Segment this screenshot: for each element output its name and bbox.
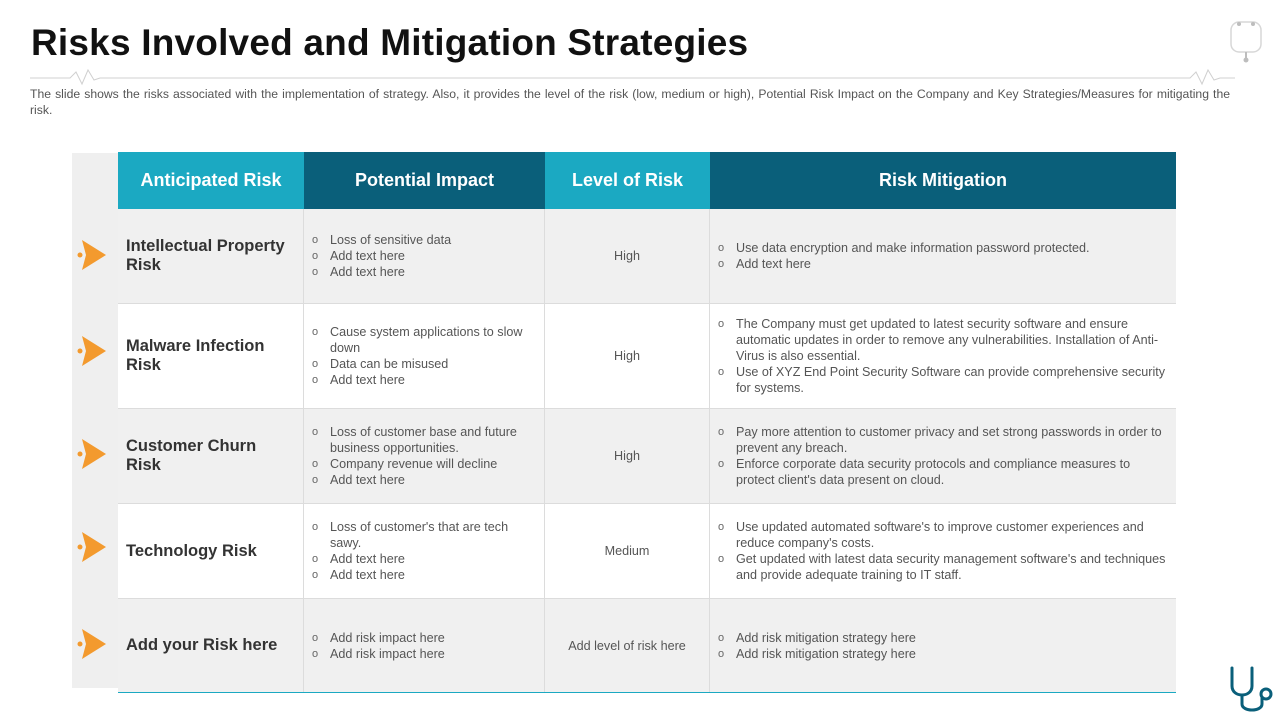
list-item: o Add risk mitigation strategy here xyxy=(736,630,916,646)
mitigation-cell xyxy=(710,209,1176,303)
list-item: o Add text here xyxy=(330,567,534,583)
header-anticipated-risk: Anticipated Risk xyxy=(118,152,304,209)
list-item: o Add risk mitigation strategy here xyxy=(736,646,916,662)
mitigation-list xyxy=(710,316,1176,396)
impact-cell xyxy=(304,209,545,303)
impact-list xyxy=(304,519,544,583)
table-row xyxy=(118,409,1176,504)
impact-cell xyxy=(304,504,545,598)
risk-level: Add level of risk here xyxy=(545,599,710,692)
risk-level: Medium xyxy=(545,504,710,598)
list-item: o Data can be misused xyxy=(330,356,534,372)
risk-table xyxy=(118,152,1176,693)
impact-list xyxy=(304,630,455,662)
stethoscope-icon xyxy=(1226,664,1280,716)
risk-name: Technology Risk xyxy=(118,504,304,598)
list-item: o Loss of customer base and future business opportunities. xyxy=(330,424,534,456)
mitigation-list xyxy=(710,630,926,662)
risk-name: Add your Risk here xyxy=(118,599,304,692)
table-row xyxy=(118,504,1176,599)
mitigation-list xyxy=(710,424,1176,488)
list-item: o Add text here xyxy=(330,372,534,388)
arrow-right-icon xyxy=(76,627,108,661)
impact-list xyxy=(304,424,544,488)
list-item: o Loss of customer's that are tech sawy. xyxy=(330,519,534,551)
list-item: o Enforce corporate data security protocols and compliance measures to protect client's data present on cloud. xyxy=(736,456,1166,488)
impact-list xyxy=(304,324,544,388)
risk-name: Malware Infection Risk xyxy=(118,304,304,408)
list-item: o Get updated with latest data security management software's and techniques and provide adequate training to IT staff. xyxy=(736,551,1166,583)
list-item: o Cause system applications to slow down xyxy=(330,324,534,356)
list-item: o Company revenue will decline xyxy=(330,456,534,472)
impact-cell xyxy=(304,599,545,692)
mitigation-list xyxy=(710,240,1100,272)
table-row xyxy=(118,599,1176,693)
arrow-right-icon xyxy=(76,437,108,471)
list-item: o Add text here xyxy=(736,256,1090,272)
list-item: o Add text here xyxy=(330,264,451,280)
list-item: o Use updated automated software's to improve customer experiences and reduce company's costs. xyxy=(736,519,1166,551)
mitigation-cell xyxy=(710,599,1176,692)
impact-list xyxy=(304,232,461,280)
risk-level: High xyxy=(545,304,710,408)
list-item: o Use of XYZ End Point Security Software can provide comprehensive security for systems. xyxy=(736,364,1166,396)
header-level-of-risk: Level of Risk xyxy=(545,152,710,209)
impact-cell xyxy=(304,409,545,503)
list-item: o Use data encryption and make information password protected. xyxy=(736,240,1090,256)
arrow-right-icon xyxy=(76,334,108,368)
risk-name: Intellectual Property Risk xyxy=(118,209,304,303)
table-row xyxy=(118,304,1176,409)
list-item: o Add text here xyxy=(330,248,451,264)
list-item: o Add risk impact here xyxy=(330,630,445,646)
list-item: o The Company must get updated to latest security software and ensure automatic updates in order to remove any vulnerabilities. Installation of Anti-Virus is also essential. xyxy=(736,316,1166,364)
list-item: o Pay more attention to customer privacy and set strong passwords in order to prevent any breach. xyxy=(736,424,1166,456)
arrow-right-icon xyxy=(76,530,108,564)
risk-level: High xyxy=(545,209,710,303)
header-potential-impact: Potential Impact xyxy=(304,152,545,209)
impact-cell xyxy=(304,304,545,408)
table-row xyxy=(118,209,1176,304)
slide-description: The slide shows the risks associated with the implementation of strategy. Also, it provides the level of the risk (low, medium or high), Potential Risk Impact on the Company and Key Strategies/Measures for mitigating the risk. xyxy=(30,87,1230,117)
list-item: o Add risk impact here xyxy=(330,646,445,662)
stethoscope-icon xyxy=(1224,18,1268,64)
slide-title: Risks Involved and Mitigation Strategies xyxy=(31,22,749,63)
list-item: o Add text here xyxy=(330,551,534,567)
arrow-right-icon xyxy=(76,238,108,272)
list-item: o Loss of sensitive data xyxy=(330,232,451,248)
risk-level: High xyxy=(545,409,710,503)
mitigation-cell xyxy=(710,504,1176,598)
header-risk-mitigation: Risk Mitigation xyxy=(710,152,1176,209)
mitigation-list xyxy=(710,519,1176,583)
mitigation-cell xyxy=(710,304,1176,408)
side-band xyxy=(72,153,118,688)
table-header xyxy=(118,152,1176,209)
risk-name: Customer Churn Risk xyxy=(118,409,304,503)
mitigation-cell xyxy=(710,409,1176,503)
list-item: o Add text here xyxy=(330,472,534,488)
